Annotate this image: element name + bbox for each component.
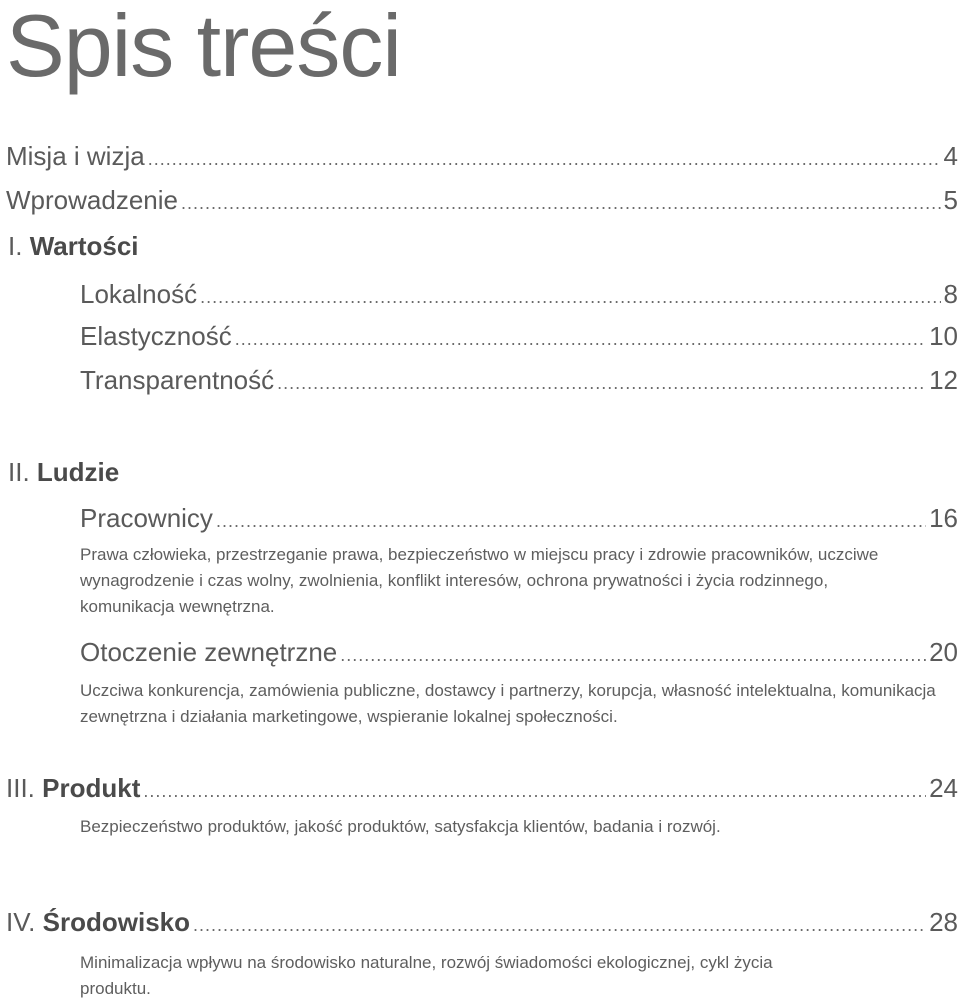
toc-entry-description: Minimalizacja wpływu na środowisko naturalne, rozwój świadomości ekologicznej, cykl życia produktu. xyxy=(80,953,773,998)
leader-dots xyxy=(143,775,926,807)
toc-entry-label: Otoczenie zewnętrzne xyxy=(80,637,338,667)
toc-page-number: 24 xyxy=(929,773,958,803)
toc-entry-otoczenie[interactable] xyxy=(80,636,958,671)
section-name: Ludzie xyxy=(36,457,120,487)
toc-entry-label: Wprowadzenie xyxy=(6,185,178,215)
section-heading-srodowisko xyxy=(6,906,190,938)
leader-dots xyxy=(200,281,940,313)
section-roman-numeral: II. xyxy=(8,457,30,487)
toc-entry-misja[interactable] xyxy=(6,140,958,175)
section-name: Produkt xyxy=(42,773,141,803)
toc-entry-label: Transparentność xyxy=(80,365,275,395)
leader-dots xyxy=(216,505,926,537)
section-heading-produkt xyxy=(6,772,140,804)
toc-entry-pracownicy[interactable] xyxy=(80,502,958,537)
leader-dots xyxy=(148,143,941,175)
toc-entry-lokalnosc[interactable] xyxy=(80,278,958,313)
toc-page-number: 8 xyxy=(943,279,958,309)
leader-dots xyxy=(193,909,926,941)
toc-entry-produkt[interactable] xyxy=(6,772,958,807)
toc-entry-description: Prawa człowieka, przestrzeganie prawa, bezpieczeństwo w miejscu pracy i zdrowie pracowników, uczciwe wynagrodzenie i czas wolny, zwolnienia, konflikt interesów, ochrona prywatności i życia rodzinnego, komunikacja wewnętrzna. xyxy=(80,545,879,616)
leader-dots xyxy=(235,323,926,355)
leader-dots xyxy=(181,187,941,219)
toc-entry-label: Misja i wizja xyxy=(6,141,145,171)
section-heading-wartosci xyxy=(8,230,139,262)
section-name: Wartości xyxy=(29,231,139,261)
toc-page-number: 4 xyxy=(943,141,958,171)
toc-entry-label: Pracownicy xyxy=(80,503,213,533)
toc-entry-label: Elastyczność xyxy=(80,321,232,351)
page-title: Spis treści xyxy=(6,0,401,95)
toc-page-number: 12 xyxy=(929,365,958,395)
section-roman-numeral: I. xyxy=(8,231,23,261)
toc-page-number: 5 xyxy=(943,185,958,215)
section-name: Środowisko xyxy=(42,907,190,937)
toc-page-number: 10 xyxy=(929,321,958,351)
section-roman-numeral: IV. xyxy=(6,907,36,937)
toc-entry-elastycznosc[interactable] xyxy=(80,320,958,355)
toc-page-number: 16 xyxy=(929,503,958,533)
toc-entry-label: Lokalność xyxy=(80,279,198,309)
toc-page-number: 20 xyxy=(929,637,958,667)
section-heading-ludzie xyxy=(8,456,119,488)
toc-entry-srodowisko[interactable] xyxy=(6,906,958,941)
leader-dots xyxy=(340,639,926,671)
section-roman-numeral: III. xyxy=(6,773,35,803)
toc-entry-description: Bezpieczeństwo produktów, jakość produktów, satysfakcja klientów, badania i rozwój. xyxy=(80,817,721,836)
toc-entry-transparentnosc[interactable] xyxy=(80,364,958,399)
toc-entry-wprowadzenie[interactable] xyxy=(6,184,958,219)
toc-entry-description: Uczciwa konkurencja, zamówienia publiczne, dostawcy i partnerzy, korupcja, własność intelektualna, komunikacja zewnętrzna i działania marketingowe, wspieranie lokalnej społeczności. xyxy=(80,681,936,726)
leader-dots xyxy=(277,367,926,399)
toc-page-number: 28 xyxy=(929,907,958,937)
